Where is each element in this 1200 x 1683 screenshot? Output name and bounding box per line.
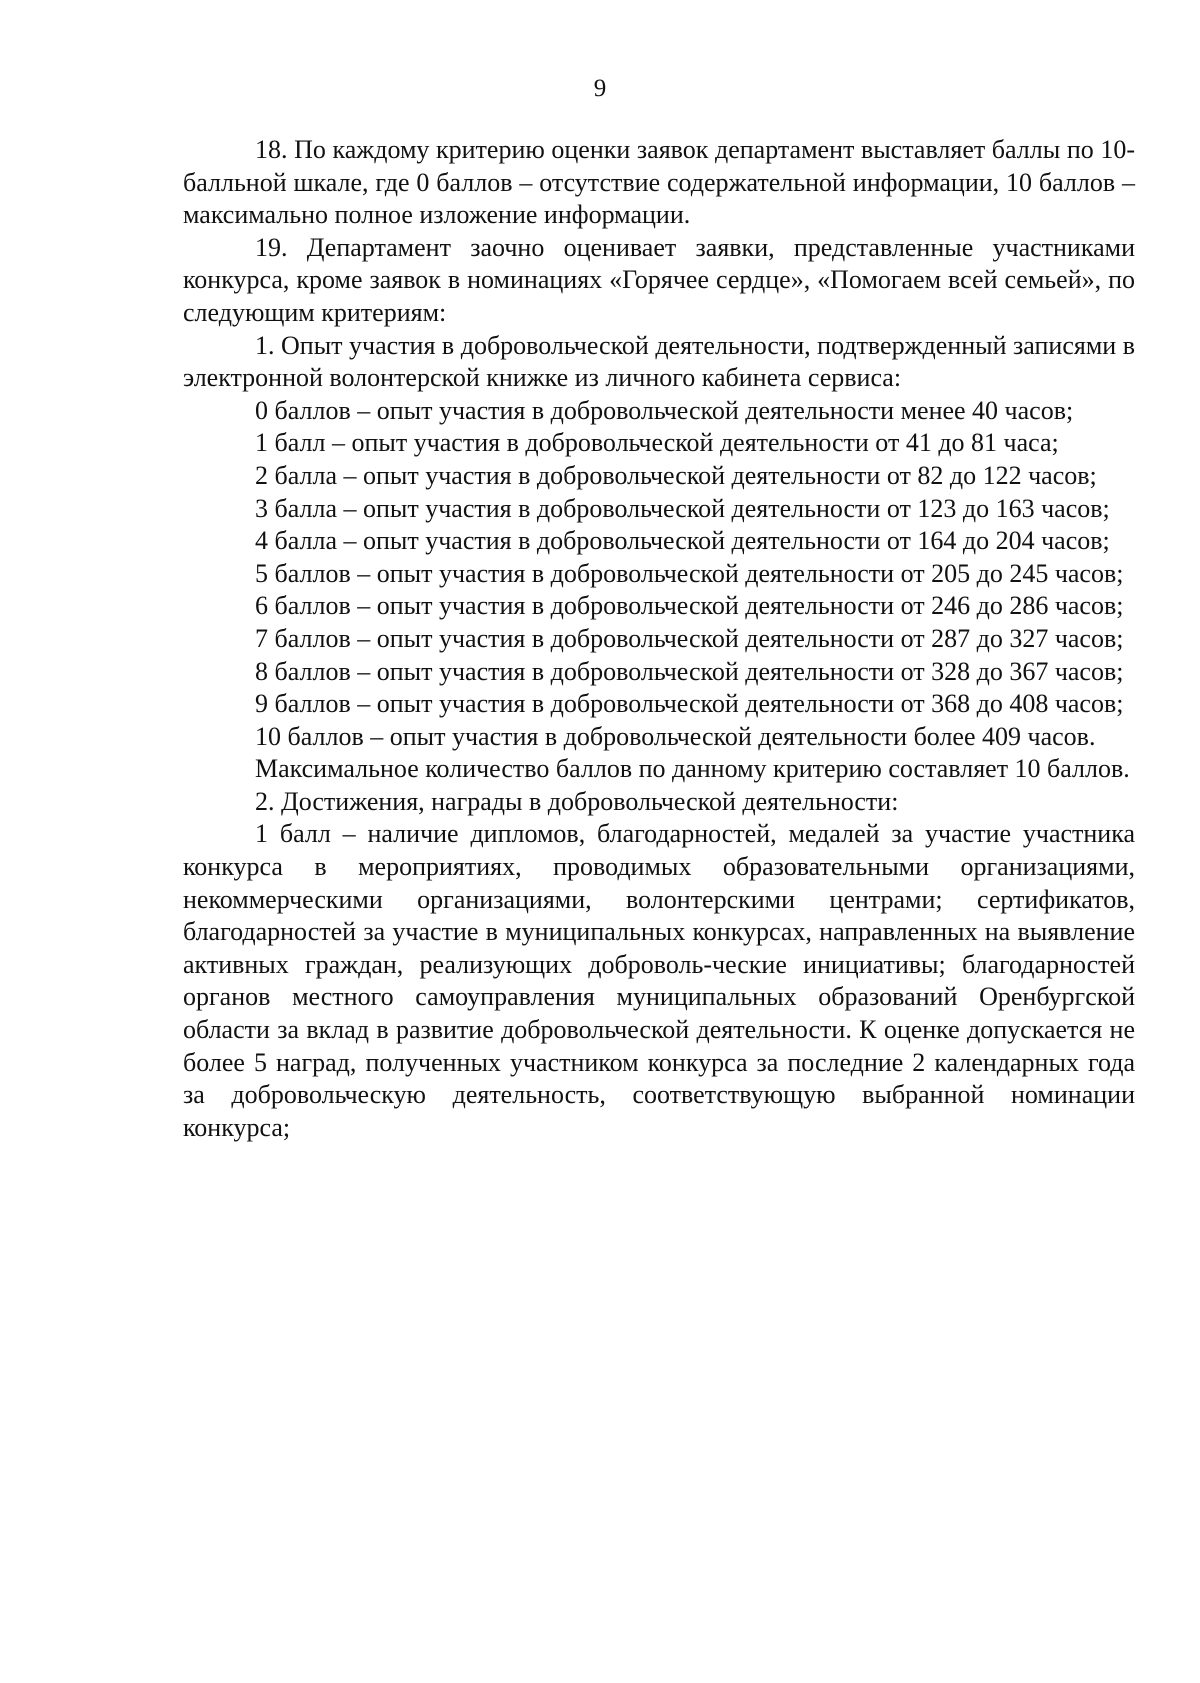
criterion-2-heading: 2. Достижения, награды в добровольческой деятельности:: [255, 786, 899, 816]
score-line: 8 баллов – опыт участия в добровольческой деятельности от 328 до 367 часов;: [255, 656, 1124, 686]
document-body: [183, 134, 1135, 1144]
score-line: 4 балла – опыт участия в добровольческой деятельности от 164 до 204 часов;: [255, 526, 1110, 556]
max-score-note: Максимальное количество баллов по данному критерию составляет 10 баллов.: [255, 754, 1130, 784]
score-line: 3 балла – опыт участия в добровольческой деятельности от 123 до 163 часов;: [255, 493, 1110, 523]
score-line: 6 баллов – опыт участия в добровольческой деятельности от 246 до 286 часов;: [255, 591, 1124, 621]
paragraph-19: 19. Департамент заочно оценивает заявки, представленные участниками конкурса, кроме заявок в номинациях «Горячее сердце», «Помогаем всей семьей», по следующим критериям:: [183, 232, 1135, 327]
page-number: 9: [593, 75, 607, 102]
score-line: 10 баллов – опыт участия в добровольческой деятельности более 409 часов.: [255, 721, 1096, 751]
criterion-2-score-1: 1 балл – наличие дипломов, благодарностей, медалей за участие участника конкурса в мероприятиях, проводимых образовательными организациями, некоммерческими организациями, волонтерскими центрами; сертификатов, благодарностей за участие в муниципальных конкурсах, направленных на выявление активных граждан, реализующих доброволь-ческие инициативы; благодарностей органов местного самоуправления муниципальных образований Оренбургской области за вклад в развитие добровольческой деятельности. К оценке допускается не более 5 наград, полученных участником конкурса за последние 2 календарных года за добровольческую деятельность, соответствующую выбранной номинации конкурса;: [183, 819, 1135, 1142]
score-line: 1 балл – опыт участия в добровольческой деятельности от 41 до 81 часа;: [255, 428, 1059, 458]
score-line: 7 баллов – опыт участия в добровольческой деятельности от 287 до 327 часов;: [255, 623, 1124, 653]
score-line: 0 баллов – опыт участия в добровольческой деятельности менее 40 часов;: [255, 395, 1074, 425]
score-line: 5 баллов – опыт участия в добровольческой деятельности от 205 до 245 часов;: [255, 558, 1124, 588]
score-line: 9 баллов – опыт участия в добровольческой деятельности от 368 до 408 часов;: [255, 689, 1124, 719]
criterion-1-heading: 1. Опыт участия в добровольческой деятельности, подтвержденный записями в электронной волонтерской книжке из личного кабинета сервиса:: [183, 330, 1135, 393]
score-line: 2 балла – опыт участия в добровольческой деятельности от 82 до 122 часов;: [255, 460, 1097, 490]
paragraph-18: 18. По каждому критерию оценки заявок департамент выставляет баллы по 10-балльной шкале, где 0 баллов – отсутствие содержательной информации, 10 баллов – максимально полное изложение информации.: [183, 135, 1135, 230]
